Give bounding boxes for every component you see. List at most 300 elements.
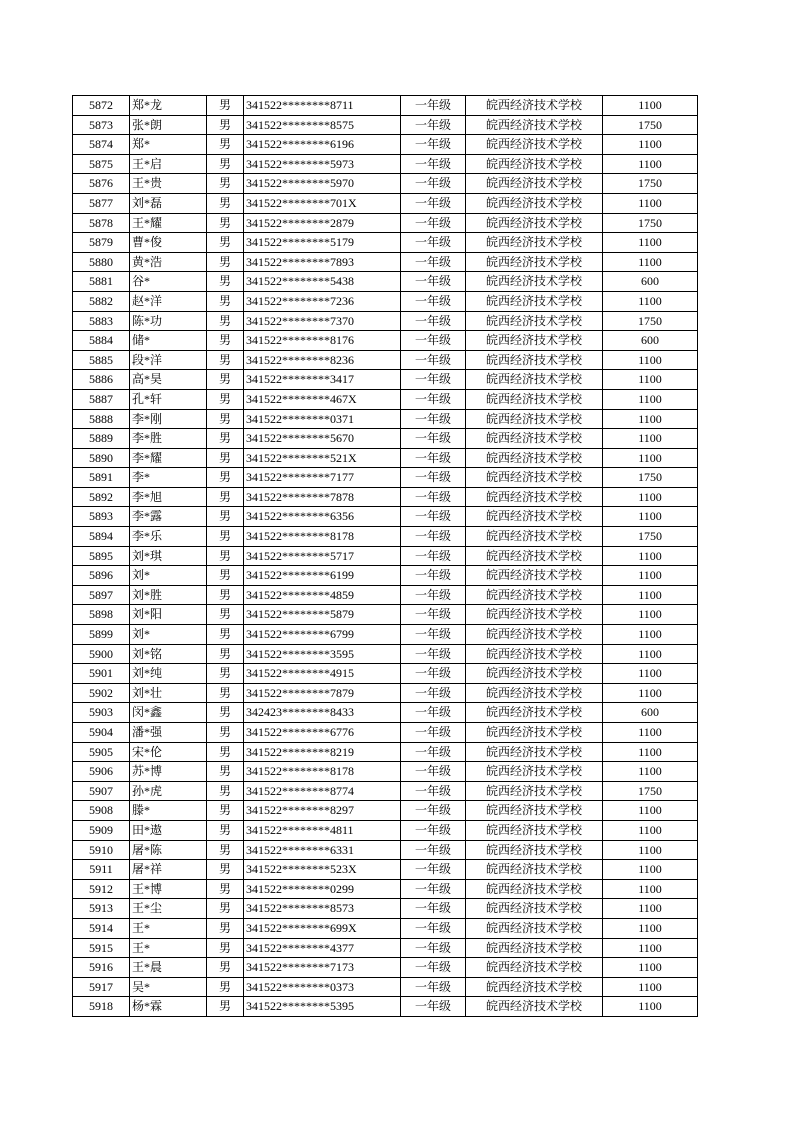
id-number-cell: 341522********0299 <box>244 879 401 899</box>
gender-cell: 男 <box>207 193 244 213</box>
grade-cell: 一年级 <box>401 409 466 429</box>
student-name-cell: 李*胜 <box>130 429 207 449</box>
gender-cell: 男 <box>207 389 244 409</box>
amount-cell: 1100 <box>603 448 698 468</box>
id-number-cell: 341522********8297 <box>244 801 401 821</box>
student-name-cell: 刘*铭 <box>130 644 207 664</box>
grade-cell: 一年级 <box>401 644 466 664</box>
serial-number-cell: 5898 <box>73 605 130 625</box>
id-number-cell: 341522********3417 <box>244 370 401 390</box>
amount-cell: 1100 <box>603 762 698 782</box>
grade-cell: 一年级 <box>401 781 466 801</box>
student-name-cell: 刘*琪 <box>130 546 207 566</box>
table-row <box>73 448 698 468</box>
school-name-cell: 皖西经济技术学校 <box>466 585 603 605</box>
amount-cell: 600 <box>603 703 698 723</box>
serial-number-cell: 5884 <box>73 331 130 351</box>
school-name-cell: 皖西经济技术学校 <box>466 468 603 488</box>
student-name-cell: 李*耀 <box>130 448 207 468</box>
student-name-cell: 曹*俊 <box>130 233 207 253</box>
grade-cell: 一年级 <box>401 527 466 547</box>
serial-number-cell: 5915 <box>73 938 130 958</box>
gender-cell: 男 <box>207 546 244 566</box>
table-row <box>73 389 698 409</box>
serial-number-cell: 5902 <box>73 683 130 703</box>
table-row <box>73 331 698 351</box>
table-row <box>73 801 698 821</box>
table-row <box>73 820 698 840</box>
school-name-cell: 皖西经济技术学校 <box>466 644 603 664</box>
id-number-cell: 341522********6196 <box>244 135 401 155</box>
amount-cell: 1750 <box>603 468 698 488</box>
amount-cell: 1100 <box>603 350 698 370</box>
amount-cell: 1100 <box>603 820 698 840</box>
school-name-cell: 皖西经济技术学校 <box>466 331 603 351</box>
grade-cell: 一年级 <box>401 762 466 782</box>
gender-cell: 男 <box>207 272 244 292</box>
serial-number-cell: 5892 <box>73 487 130 507</box>
amount-cell: 1100 <box>603 605 698 625</box>
school-name-cell: 皖西经济技术学校 <box>466 625 603 645</box>
table-row <box>73 703 698 723</box>
grade-cell: 一年级 <box>401 546 466 566</box>
table-row <box>73 96 698 116</box>
serial-number-cell: 5906 <box>73 762 130 782</box>
id-number-cell: 341522********8176 <box>244 331 401 351</box>
amount-cell: 1100 <box>603 918 698 938</box>
amount-cell: 1100 <box>603 233 698 253</box>
table-row <box>73 291 698 311</box>
gender-cell: 男 <box>207 605 244 625</box>
school-name-cell: 皖西经济技术学校 <box>466 389 603 409</box>
gender-cell: 男 <box>207 977 244 997</box>
school-name-cell: 皖西经济技术学校 <box>466 605 603 625</box>
school-name-cell: 皖西经济技术学校 <box>466 938 603 958</box>
id-number-cell: 341522********3595 <box>244 644 401 664</box>
id-number-cell: 341522********5970 <box>244 174 401 194</box>
school-name-cell: 皖西经济技术学校 <box>466 174 603 194</box>
amount-cell: 1100 <box>603 879 698 899</box>
serial-number-cell: 5873 <box>73 115 130 135</box>
table-row <box>73 468 698 488</box>
table-row <box>73 507 698 527</box>
grade-cell: 一年级 <box>401 252 466 272</box>
id-number-cell: 341522********6331 <box>244 840 401 860</box>
student-name-cell: 李*乐 <box>130 527 207 547</box>
school-name-cell: 皖西经济技术学校 <box>466 233 603 253</box>
school-name-cell: 皖西经济技术学校 <box>466 918 603 938</box>
grade-cell: 一年级 <box>401 918 466 938</box>
id-number-cell: 341522********5670 <box>244 429 401 449</box>
id-number-cell: 341522********8573 <box>244 899 401 919</box>
student-name-cell: 杨*霖 <box>130 997 207 1017</box>
id-number-cell: 341522********6776 <box>244 723 401 743</box>
table-row <box>73 154 698 174</box>
serial-number-cell: 5912 <box>73 879 130 899</box>
gender-cell: 男 <box>207 801 244 821</box>
serial-number-cell: 5880 <box>73 252 130 272</box>
id-number-cell: 341522********5879 <box>244 605 401 625</box>
grade-cell: 一年级 <box>401 566 466 586</box>
id-number-cell: 341522********0373 <box>244 977 401 997</box>
table-row <box>73 742 698 762</box>
table-row <box>73 585 698 605</box>
gender-cell: 男 <box>207 997 244 1017</box>
student-name-cell: 李*旭 <box>130 487 207 507</box>
gender-cell: 男 <box>207 213 244 233</box>
serial-number-cell: 5909 <box>73 820 130 840</box>
id-number-cell: 341522********8711 <box>244 96 401 116</box>
amount-cell: 1100 <box>603 664 698 684</box>
gender-cell: 男 <box>207 233 244 253</box>
grade-cell: 一年级 <box>401 135 466 155</box>
amount-cell: 1100 <box>603 409 698 429</box>
id-number-cell: 341522********8774 <box>244 781 401 801</box>
id-number-cell: 341522********7173 <box>244 958 401 978</box>
gender-cell: 男 <box>207 527 244 547</box>
student-name-cell: 陈*功 <box>130 311 207 331</box>
serial-number-cell: 5899 <box>73 625 130 645</box>
serial-number-cell: 5916 <box>73 958 130 978</box>
gender-cell: 男 <box>207 664 244 684</box>
grade-cell: 一年级 <box>401 997 466 1017</box>
amount-cell: 1100 <box>603 644 698 664</box>
gender-cell: 男 <box>207 291 244 311</box>
amount-cell: 1100 <box>603 742 698 762</box>
student-name-cell: 李*刚 <box>130 409 207 429</box>
id-number-cell: 341522********0371 <box>244 409 401 429</box>
serial-number-cell: 5907 <box>73 781 130 801</box>
id-number-cell: 342423********8433 <box>244 703 401 723</box>
amount-cell: 1100 <box>603 291 698 311</box>
amount-cell: 600 <box>603 331 698 351</box>
amount-cell: 1100 <box>603 193 698 213</box>
student-name-cell: 李* <box>130 468 207 488</box>
grade-cell: 一年级 <box>401 820 466 840</box>
amount-cell: 1750 <box>603 527 698 547</box>
gender-cell: 男 <box>207 840 244 860</box>
grade-cell: 一年级 <box>401 977 466 997</box>
table-body <box>73 96 698 1017</box>
serial-number-cell: 5874 <box>73 135 130 155</box>
school-name-cell: 皖西经济技术学校 <box>466 527 603 547</box>
id-number-cell: 341522********6199 <box>244 566 401 586</box>
amount-cell: 1100 <box>603 96 698 116</box>
table-row <box>73 546 698 566</box>
amount-cell: 1100 <box>603 860 698 880</box>
student-aid-table-container <box>72 95 698 1017</box>
school-name-cell: 皖西经济技术学校 <box>466 252 603 272</box>
school-name-cell: 皖西经济技术学校 <box>466 487 603 507</box>
serial-number-cell: 5878 <box>73 213 130 233</box>
school-name-cell: 皖西经济技术学校 <box>466 997 603 1017</box>
school-name-cell: 皖西经济技术学校 <box>466 762 603 782</box>
grade-cell: 一年级 <box>401 703 466 723</box>
id-number-cell: 341522********7893 <box>244 252 401 272</box>
amount-cell: 1100 <box>603 683 698 703</box>
gender-cell: 男 <box>207 135 244 155</box>
grade-cell: 一年级 <box>401 801 466 821</box>
amount-cell: 1100 <box>603 546 698 566</box>
amount-cell: 1100 <box>603 625 698 645</box>
amount-cell: 1100 <box>603 801 698 821</box>
gender-cell: 男 <box>207 703 244 723</box>
table-row <box>73 174 698 194</box>
id-number-cell: 341522********523X <box>244 860 401 880</box>
student-name-cell: 王* <box>130 918 207 938</box>
gender-cell: 男 <box>207 468 244 488</box>
table-row <box>73 938 698 958</box>
serial-number-cell: 5894 <box>73 527 130 547</box>
gender-cell: 男 <box>207 585 244 605</box>
student-name-cell: 赵*洋 <box>130 291 207 311</box>
table-row <box>73 566 698 586</box>
id-number-cell: 341522********7236 <box>244 291 401 311</box>
student-name-cell: 郑* <box>130 135 207 155</box>
student-name-cell: 刘*胜 <box>130 585 207 605</box>
student-aid-table <box>72 95 698 1017</box>
grade-cell: 一年级 <box>401 487 466 507</box>
id-number-cell: 341522********521X <box>244 448 401 468</box>
id-number-cell: 341522********8219 <box>244 742 401 762</box>
student-name-cell: 刘* <box>130 625 207 645</box>
grade-cell: 一年级 <box>401 154 466 174</box>
school-name-cell: 皖西经济技术学校 <box>466 781 603 801</box>
serial-number-cell: 5913 <box>73 899 130 919</box>
serial-number-cell: 5889 <box>73 429 130 449</box>
table-row <box>73 781 698 801</box>
school-name-cell: 皖西经济技术学校 <box>466 350 603 370</box>
student-name-cell: 刘* <box>130 566 207 586</box>
student-name-cell: 吴* <box>130 977 207 997</box>
amount-cell: 1100 <box>603 370 698 390</box>
gender-cell: 男 <box>207 742 244 762</box>
school-name-cell: 皖西经济技术学校 <box>466 96 603 116</box>
gender-cell: 男 <box>207 154 244 174</box>
table-row <box>73 977 698 997</box>
school-name-cell: 皖西经济技术学校 <box>466 723 603 743</box>
student-name-cell: 段*洋 <box>130 350 207 370</box>
serial-number-cell: 5879 <box>73 233 130 253</box>
serial-number-cell: 5872 <box>73 96 130 116</box>
table-row <box>73 644 698 664</box>
table-row <box>73 997 698 1017</box>
student-name-cell: 王*耀 <box>130 213 207 233</box>
amount-cell: 1100 <box>603 899 698 919</box>
school-name-cell: 皖西经济技术学校 <box>466 213 603 233</box>
gender-cell: 男 <box>207 370 244 390</box>
table-row <box>73 958 698 978</box>
gender-cell: 男 <box>207 762 244 782</box>
table-row <box>73 487 698 507</box>
school-name-cell: 皖西经济技术学校 <box>466 879 603 899</box>
table-row <box>73 762 698 782</box>
grade-cell: 一年级 <box>401 879 466 899</box>
amount-cell: 1100 <box>603 135 698 155</box>
serial-number-cell: 5887 <box>73 389 130 409</box>
id-number-cell: 341522********5395 <box>244 997 401 1017</box>
id-number-cell: 341522********8178 <box>244 527 401 547</box>
table-row <box>73 115 698 135</box>
student-name-cell: 王*尘 <box>130 899 207 919</box>
table-row <box>73 193 698 213</box>
student-name-cell: 刘*磊 <box>130 193 207 213</box>
id-number-cell: 341522********5717 <box>244 546 401 566</box>
id-number-cell: 341522********2879 <box>244 213 401 233</box>
student-name-cell: 闵*鑫 <box>130 703 207 723</box>
student-name-cell: 王*贵 <box>130 174 207 194</box>
school-name-cell: 皖西经济技术学校 <box>466 448 603 468</box>
table-row <box>73 840 698 860</box>
student-name-cell: 潘*强 <box>130 723 207 743</box>
gender-cell: 男 <box>207 723 244 743</box>
student-name-cell: 刘*纯 <box>130 664 207 684</box>
student-name-cell: 滕* <box>130 801 207 821</box>
school-name-cell: 皖西经济技术学校 <box>466 742 603 762</box>
student-name-cell: 郑*龙 <box>130 96 207 116</box>
school-name-cell: 皖西经济技术学校 <box>466 566 603 586</box>
table-row <box>73 311 698 331</box>
student-name-cell: 宋*伦 <box>130 742 207 762</box>
gender-cell: 男 <box>207 311 244 331</box>
grade-cell: 一年级 <box>401 96 466 116</box>
table-row <box>73 664 698 684</box>
school-name-cell: 皖西经济技术学校 <box>466 311 603 331</box>
student-name-cell: 刘*阳 <box>130 605 207 625</box>
student-name-cell: 黄*浩 <box>130 252 207 272</box>
grade-cell: 一年级 <box>401 664 466 684</box>
serial-number-cell: 5917 <box>73 977 130 997</box>
school-name-cell: 皖西经济技术学校 <box>466 664 603 684</box>
grade-cell: 一年级 <box>401 233 466 253</box>
grade-cell: 一年级 <box>401 507 466 527</box>
amount-cell: 1100 <box>603 977 698 997</box>
school-name-cell: 皖西经济技术学校 <box>466 193 603 213</box>
grade-cell: 一年级 <box>401 174 466 194</box>
grade-cell: 一年级 <box>401 605 466 625</box>
school-name-cell: 皖西经济技术学校 <box>466 703 603 723</box>
serial-number-cell: 5890 <box>73 448 130 468</box>
student-name-cell: 张*朗 <box>130 115 207 135</box>
grade-cell: 一年级 <box>401 683 466 703</box>
amount-cell: 1100 <box>603 997 698 1017</box>
student-name-cell: 孙*虎 <box>130 781 207 801</box>
school-name-cell: 皖西经济技术学校 <box>466 977 603 997</box>
id-number-cell: 341522********4811 <box>244 820 401 840</box>
serial-number-cell: 5885 <box>73 350 130 370</box>
student-name-cell: 王*晨 <box>130 958 207 978</box>
table-row <box>73 879 698 899</box>
gender-cell: 男 <box>207 625 244 645</box>
grade-cell: 一年级 <box>401 370 466 390</box>
serial-number-cell: 5895 <box>73 546 130 566</box>
grade-cell: 一年级 <box>401 272 466 292</box>
student-name-cell: 苏*博 <box>130 762 207 782</box>
id-number-cell: 341522********5438 <box>244 272 401 292</box>
gender-cell: 男 <box>207 174 244 194</box>
gender-cell: 男 <box>207 879 244 899</box>
student-name-cell: 屠*祥 <box>130 860 207 880</box>
school-name-cell: 皖西经济技术学校 <box>466 899 603 919</box>
table-row <box>73 683 698 703</box>
school-name-cell: 皖西经济技术学校 <box>466 291 603 311</box>
serial-number-cell: 5882 <box>73 291 130 311</box>
amount-cell: 1100 <box>603 252 698 272</box>
amount-cell: 1750 <box>603 174 698 194</box>
table-row <box>73 272 698 292</box>
school-name-cell: 皖西经济技术学校 <box>466 370 603 390</box>
gender-cell: 男 <box>207 644 244 664</box>
student-name-cell: 李*露 <box>130 507 207 527</box>
serial-number-cell: 5883 <box>73 311 130 331</box>
student-name-cell: 谷* <box>130 272 207 292</box>
id-number-cell: 341522********7878 <box>244 487 401 507</box>
gender-cell: 男 <box>207 115 244 135</box>
gender-cell: 男 <box>207 252 244 272</box>
id-number-cell: 341522********699X <box>244 918 401 938</box>
amount-cell: 1100 <box>603 958 698 978</box>
amount-cell: 1100 <box>603 487 698 507</box>
serial-number-cell: 5875 <box>73 154 130 174</box>
grade-cell: 一年级 <box>401 389 466 409</box>
gender-cell: 男 <box>207 350 244 370</box>
grade-cell: 一年级 <box>401 742 466 762</box>
amount-cell: 1750 <box>603 311 698 331</box>
id-number-cell: 341522********6356 <box>244 507 401 527</box>
table-row <box>73 723 698 743</box>
student-name-cell: 王*博 <box>130 879 207 899</box>
table-row <box>73 213 698 233</box>
student-name-cell: 田*遨 <box>130 820 207 840</box>
grade-cell: 一年级 <box>401 193 466 213</box>
amount-cell: 1100 <box>603 154 698 174</box>
amount-cell: 1100 <box>603 585 698 605</box>
amount-cell: 1100 <box>603 566 698 586</box>
grade-cell: 一年级 <box>401 213 466 233</box>
gender-cell: 男 <box>207 448 244 468</box>
amount-cell: 1750 <box>603 781 698 801</box>
serial-number-cell: 5900 <box>73 644 130 664</box>
school-name-cell: 皖西经济技术学校 <box>466 429 603 449</box>
school-name-cell: 皖西经济技术学校 <box>466 860 603 880</box>
grade-cell: 一年级 <box>401 350 466 370</box>
amount-cell: 1100 <box>603 507 698 527</box>
grade-cell: 一年级 <box>401 625 466 645</box>
serial-number-cell: 5914 <box>73 918 130 938</box>
serial-number-cell: 5881 <box>73 272 130 292</box>
school-name-cell: 皖西经济技术学校 <box>466 272 603 292</box>
school-name-cell: 皖西经济技术学校 <box>466 115 603 135</box>
grade-cell: 一年级 <box>401 899 466 919</box>
serial-number-cell: 5903 <box>73 703 130 723</box>
table-row <box>73 429 698 449</box>
id-number-cell: 341522********4915 <box>244 664 401 684</box>
amount-cell: 1100 <box>603 840 698 860</box>
grade-cell: 一年级 <box>401 840 466 860</box>
amount-cell: 600 <box>603 272 698 292</box>
serial-number-cell: 5893 <box>73 507 130 527</box>
gender-cell: 男 <box>207 507 244 527</box>
table-row <box>73 409 698 429</box>
gender-cell: 男 <box>207 409 244 429</box>
id-number-cell: 341522********7879 <box>244 683 401 703</box>
gender-cell: 男 <box>207 820 244 840</box>
grade-cell: 一年级 <box>401 429 466 449</box>
serial-number-cell: 5901 <box>73 664 130 684</box>
school-name-cell: 皖西经济技术学校 <box>466 135 603 155</box>
serial-number-cell: 5904 <box>73 723 130 743</box>
school-name-cell: 皖西经济技术学校 <box>466 820 603 840</box>
